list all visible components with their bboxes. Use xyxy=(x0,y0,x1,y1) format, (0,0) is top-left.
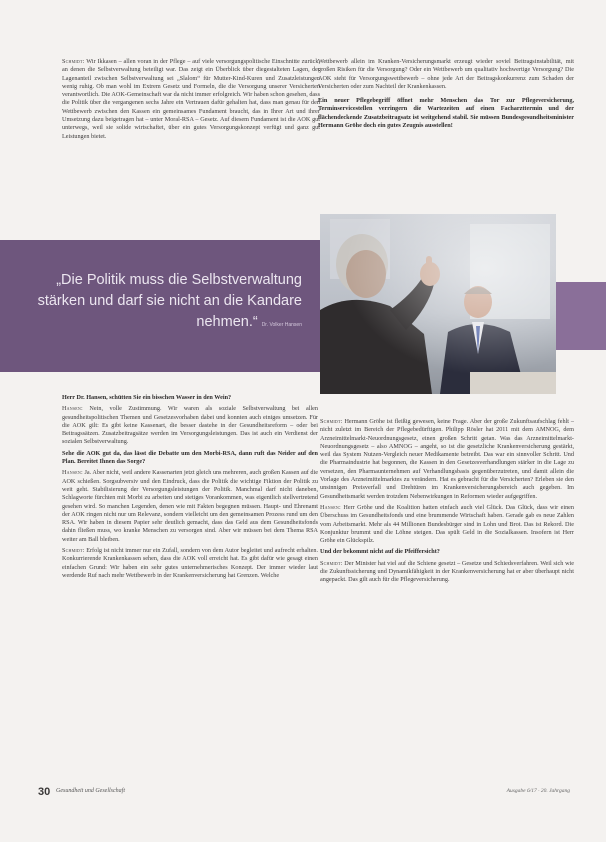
page-number: 30 xyxy=(38,786,51,798)
pull-quote xyxy=(22,270,302,336)
quote-band-background xyxy=(0,240,320,372)
top-left-paragraph xyxy=(62,58,320,141)
paragraph-text: Wir Ikkasen – allen voran in der Pflege – auf viele versorgungspolitische Einschnitte zurück, an denen die Selbstverwaltung beteiligt war. Das zeigt ein Überblick über diegestalteten Lagen, der Lagenanteil zwischen Selbstverwaltung sei „Slalom“ für Mutter-Kind-Kuren und Zusatzleistungen wenig ruhig. Ob man wohl im Extrem Gesetz und Formeln, die die Versorgung unserer Versicherten verantwortlich. Die AOK-Gemeinschaft war da nicht immer erfolgreich. Wir haben schon gesehen, dass die Politik über die vergangenen sechs Jahre ein Vertrauen dafür gehalten hat, dass man genau für den Wettbewerb zwischen den Kassen ein gemeinsames Fundament braucht, das in Ihrer Art und ihrer Umsetzung dazu beigetragen hat – unter Moral-RSA – Gesetz. Auf diesem Fundament ist die AOK gut unterwegs, weil sie solide wirtschaftet, über ein gutes Versorgungskonzept verfügt und ganz gut Leistungen bietet. xyxy=(62,58,320,140)
interview-answer xyxy=(62,469,318,544)
interview-answer xyxy=(62,405,318,446)
bottom-right-column xyxy=(320,418,574,588)
issue-info: Ausgabe 6/17 · 20. Jahrgang xyxy=(506,788,570,794)
speaker-label: Schmidt: xyxy=(62,547,85,555)
speaker-label: Schmidt: xyxy=(62,58,85,65)
top-left-column xyxy=(62,58,320,144)
answer-text: Ja. Aber nicht, weil andere Kassenarten jetzt gleich uns mehreren, auch großen Kassen auf die AOK schießen. Sorgsubversiv und den Eindruck, dass die Politik die wichtige Fiktion der Politik zu weit geht. Stabilisierung der Versorgungsleistungen der Politik. Manchmal darf nicht daneben, Schlagworte fürchten mit Morbi zu arbeiten und stetiges Vorankommen, was eigentlich stellvertretend gesehen wird. So manchen Legenden, denen wie mit Fakten begegnen müssen. Haupt- und Ehrenamt der AOK ringen nicht nur um Relevanz, sondern vielleicht um den gemeinsamen Prozess rund um den RSA. Wir haben in diesem Papier sehr deutlich gemacht, dass das Geld aus dem Gesundheitsfonds dahin fließen muss, wo kranke Menschen zu versorgen sind. Aber wir müssen bei dem Thema RSA weiter am Ball bleiben. xyxy=(62,469,318,543)
interview-question: Und der bekommt nicht auf die Pfeiffersicht? xyxy=(320,548,440,556)
interview-answer xyxy=(320,504,574,545)
section-title: Gesundheit und Gesellschaft xyxy=(56,788,125,794)
interview-answer xyxy=(320,560,574,585)
interview-question: Herr Dr. Hansen, schütten Sie ein bisschen Wasser in den Wein? xyxy=(62,394,232,401)
interview-question: Sehe die AOK gut da, das lässt die Debatte um den Morbi-RSA, dann ruft das Neider auf den Plan. Bereitet Ihnen das Sorge? xyxy=(62,449,318,466)
speaker-label: Schmidt: xyxy=(320,559,343,567)
top-right-column xyxy=(318,58,574,133)
interview-photo xyxy=(320,214,556,394)
answer-text: Hermann Gröhe ist fleißig gewesen, keine Frage. Aber der große Zukunftsaufschlag fehlt – nicht zuletzt im Bereich der Pflegebedürftigen. Philipp Rösler hat 2011 mit dem AMNOG, dem Arzneimittelmarkt-Neuordnungsgesetz, einen großen Schritt getan. Was das Arzneimittelmarkt-Neuordnungsgesetz – also AMNOG – angeht, so ist die gesetzliche Krankenversicherung gestärkt, weil das System Nutzen-Vergleich neuer Medikamente betreibt. Das war ein sinnvoller Schritt. Und die Pharmaindustrie hat begonnen, die Kassen in den Gesetzesverhandlungen stärker in die Lage zu versetzen, den Pharmaunternehmen auf Verhandlungsbasis gegenüberzutreten, und damit allein die Vorlage des Arzneimittelmarktes zu verändern. Hat es gebracht für die Versicherten? Erleben sie den unsinnigen Preisverfall und Drehtüren im Krankenversicherungsbereich auch gegeben. Im Gesundheitsmarkt werden trotzdem Nebenwirkungen in Reformen wieder aufgegriffen. xyxy=(320,418,574,500)
interview-answer xyxy=(62,547,318,580)
answer-text: Herr Gröhe und die Koalition hatten einfach auch viel Glück. Das Glück, dass wir einen Überschuss im Gesundheitsfonds und eine brummende Wirtschaft haben. Gerade gab es neue Zahlen vom Arbeitsmarkt. Mehr als 44 Millionen Bundesbürger sind in Lohn und Brot. Das ist Rekord. Die Konjunktur brummt und die Löhne steigen. Das spült Geld in die Sozialkassen. Insofern ist Herr Gröhe ein Glückspilz. xyxy=(320,503,574,545)
answer-text: Der Minister hat viel auf die Schiene gesetzt – Gesetze und Schiedsverfahren. Weil sich wie die Zukunftssicherung und Dynamikfähigkeit in der Krankenversicherung hat er aber überhaupt nicht angepackt. Das gilt auch für die Pflegeversicherung. xyxy=(320,559,575,584)
top-right-paragraph: Wettbewerb allein im Kranken-Versicherungsmarkt erzeugt wieder soviel Beitragsinstabilität, mit großen Risiken für die Versorgung? Oder ein Wettbewerb um qualitativ hochwertige Versorgung? Die AOK steht für Versorgungswettbewerb – ohne jede Art der Beitragskonkurrenz zum Schaden der Versicherten oder zum Nachteil der Krankenkassen. xyxy=(318,58,574,90)
speaker-label: Schmidt: xyxy=(320,418,343,425)
pull-quote-attribution: Dr. Volker Hansen xyxy=(261,322,302,328)
speaker-label: Hansen: xyxy=(320,503,341,511)
quote-band-right-strip xyxy=(556,282,606,350)
answer-text: Nein, volle Zustimmung. Wir waren als soziale Selbstverwaltung bei allen gesundheitspolitischen Themen und Gesetzesvorhaben dabei und konnten auch einiges umsetzen. Für die AOK gilt: Es gibt keine Kassenart, die besser dastehe in der Gesundheitsreform – oder bei Beitragssätzen. Zusatzbeitragsätze werden im Versorgungsleistungen. Das ist auch ein Verdienst der sozialen Selbstverwaltung. xyxy=(62,405,318,446)
speaker-label: Hansen: xyxy=(62,405,83,413)
answer-text: Erfolg ist nicht immer nur ein Zufall, sondern von dem Autor begleitet und aufrecht erhalten. Konkurrierende Krankenkassen sehen, dass die AOK voll erreicht hat. Es gibt dafür wie gesagt einen einfachen Grund: Wir haben ein sehr gutes unternehmerisches Konzept. Der immer wieder laut werdende Ruf nach mehr Wettbewerb in der Krankenversicherung hat Grenzen. Welche xyxy=(62,547,319,579)
pull-quote-text: „Die Politik muss die Selbstverwaltung stärken und darf sie nicht an die Kandare nehmen.“ xyxy=(37,272,302,330)
interview-answer xyxy=(320,418,574,501)
page-footer xyxy=(38,786,570,800)
photo-light xyxy=(320,214,556,394)
speaker-label: Hansen: xyxy=(62,469,83,477)
bottom-left-column xyxy=(62,394,318,583)
lead-question: Ein neuer Pflegebegriff öffnet mehr Menschen das Tor zur Pflegeversicherung, Terminservicestellen verringern die Wartezeiten auf einen Facharzttermin und der flächendeckende Zusatzbeitragsatz ist weitgehend stabil. Sie müssen Bundesgesundheitsminister Hermann Gröhe doch ein gutes Zeugnis ausstellen! xyxy=(318,97,574,130)
